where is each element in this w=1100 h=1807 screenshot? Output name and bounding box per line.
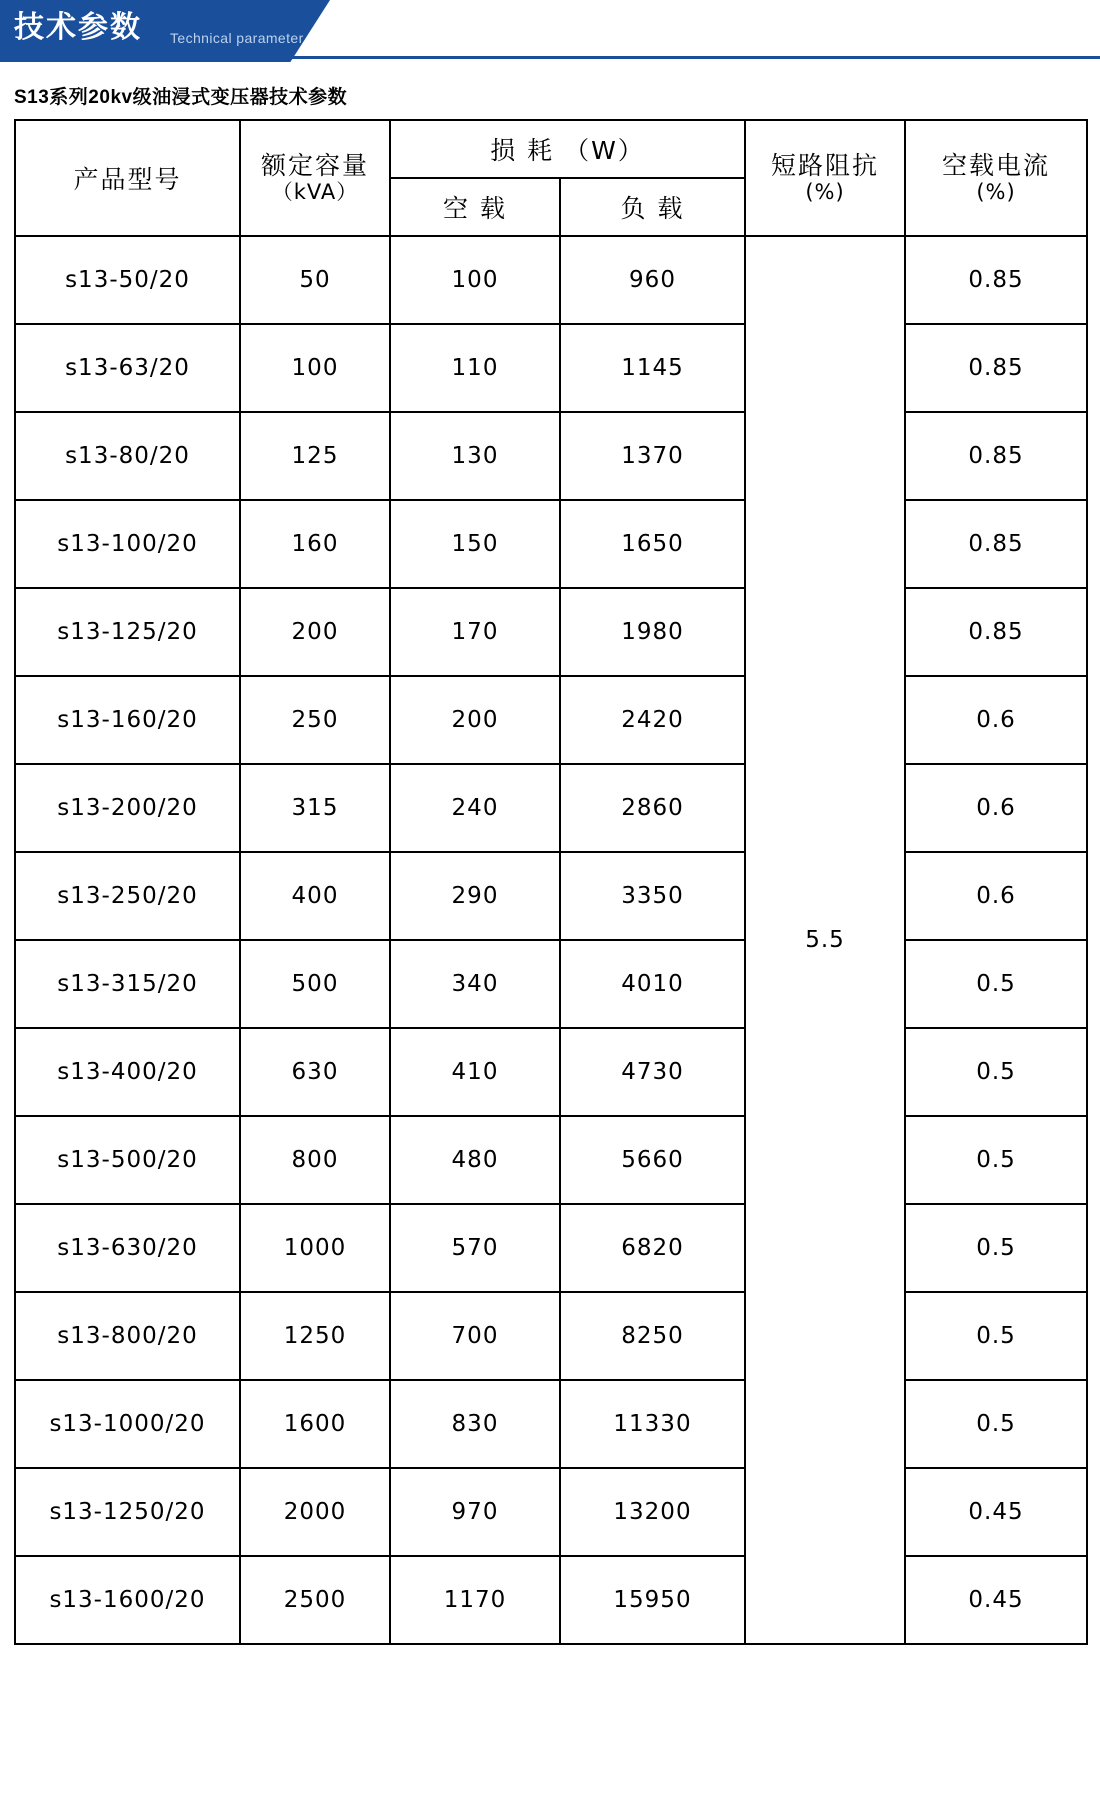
- cell-loss-load: 6820: [560, 1204, 745, 1292]
- cell-rated-capacity: 315: [240, 764, 390, 852]
- cell-loss-load: 8250: [560, 1292, 745, 1380]
- cell-rated-capacity: 800: [240, 1116, 390, 1204]
- table-row: [15, 676, 1087, 764]
- cell-loss-noload: 480: [390, 1116, 560, 1204]
- cell-product-model: s13-1600/20: [15, 1556, 240, 1644]
- cell-rated-capacity: 630: [240, 1028, 390, 1116]
- cell-product-model: s13-630/20: [15, 1204, 240, 1292]
- cell-rated-capacity: 160: [240, 500, 390, 588]
- table-row: [15, 500, 1087, 588]
- table-row: [15, 1380, 1087, 1468]
- cell-product-model: s13-63/20: [15, 324, 240, 412]
- cell-no-load-current: 0.45: [905, 1468, 1087, 1556]
- cell-loss-noload: 110: [390, 324, 560, 412]
- header-impedance-unit: (%): [805, 180, 845, 205]
- cell-product-model: s13-400/20: [15, 1028, 240, 1116]
- table-row: [15, 764, 1087, 852]
- cell-loss-load: 960: [560, 236, 745, 324]
- cell-loss-noload: 700: [390, 1292, 560, 1380]
- cell-loss-noload: 150: [390, 500, 560, 588]
- cell-product-model: s13-50/20: [15, 236, 240, 324]
- table-row: [15, 324, 1087, 412]
- table-row: [15, 588, 1087, 676]
- cell-no-load-current: 0.5: [905, 940, 1087, 1028]
- header-loss-group: 损 耗 （W）: [390, 120, 745, 178]
- header-no-load-current: [905, 120, 1087, 236]
- cell-loss-noload: 130: [390, 412, 560, 500]
- cell-no-load-current: 0.85: [905, 412, 1087, 500]
- cell-loss-noload: 830: [390, 1380, 560, 1468]
- header-current-unit: (%): [976, 180, 1016, 205]
- cell-loss-load: 15950: [560, 1556, 745, 1644]
- cell-rated-capacity: 250: [240, 676, 390, 764]
- cell-loss-load: 5660: [560, 1116, 745, 1204]
- header-current-line1: 空载电流: [941, 150, 1050, 180]
- cell-loss-load: 1145: [560, 324, 745, 412]
- cell-rated-capacity: 1250: [240, 1292, 390, 1380]
- cell-rated-capacity: 125: [240, 412, 390, 500]
- cell-loss-noload: 240: [390, 764, 560, 852]
- banner-title: 技术参数: [14, 11, 142, 44]
- cell-product-model: s13-100/20: [15, 500, 240, 588]
- cell-loss-load: 1370: [560, 412, 745, 500]
- cell-no-load-current: 0.5: [905, 1116, 1087, 1204]
- cell-product-model: s13-1250/20: [15, 1468, 240, 1556]
- table-row: [15, 1556, 1087, 1644]
- cell-no-load-current: 0.45: [905, 1556, 1087, 1644]
- cell-loss-noload: 100: [390, 236, 560, 324]
- cell-product-model: s13-1000/20: [15, 1380, 240, 1468]
- cell-product-model: s13-800/20: [15, 1292, 240, 1380]
- table-header-row-1: [15, 120, 1087, 178]
- cell-rated-capacity: 1000: [240, 1204, 390, 1292]
- cell-no-load-current: 0.85: [905, 500, 1087, 588]
- header-rated-capacity-unit: （kVA）: [271, 180, 359, 205]
- table-row: [15, 1468, 1087, 1556]
- cell-product-model: s13-160/20: [15, 676, 240, 764]
- cell-rated-capacity: 2000: [240, 1468, 390, 1556]
- cell-no-load-current: 0.85: [905, 324, 1087, 412]
- cell-product-model: s13-200/20: [15, 764, 240, 852]
- table-body: [15, 236, 1087, 1644]
- cell-no-load-current: 0.5: [905, 1292, 1087, 1380]
- cell-loss-load: 2420: [560, 676, 745, 764]
- cell-loss-load: 4010: [560, 940, 745, 1028]
- cell-loss-noload: 170: [390, 588, 560, 676]
- cell-product-model: s13-80/20: [15, 412, 240, 500]
- cell-rated-capacity: 200: [240, 588, 390, 676]
- cell-no-load-current: 0.5: [905, 1028, 1087, 1116]
- cell-no-load-current: 0.6: [905, 852, 1087, 940]
- header-product-model: 产品型号: [15, 120, 240, 236]
- cell-rated-capacity: 400: [240, 852, 390, 940]
- cell-rated-capacity: 2500: [240, 1556, 390, 1644]
- cell-product-model: s13-500/20: [15, 1116, 240, 1204]
- cell-loss-noload: 290: [390, 852, 560, 940]
- cell-rated-capacity: 1600: [240, 1380, 390, 1468]
- cell-loss-noload: 970: [390, 1468, 560, 1556]
- cell-loss-load: 2860: [560, 764, 745, 852]
- cell-loss-load: 11330: [560, 1380, 745, 1468]
- table-row: [15, 1116, 1087, 1204]
- table-row: [15, 412, 1087, 500]
- cell-no-load-current: 0.5: [905, 1380, 1087, 1468]
- table-row: [15, 1292, 1087, 1380]
- cell-loss-load: 3350: [560, 852, 745, 940]
- cell-product-model: s13-250/20: [15, 852, 240, 940]
- cell-loss-load: 1650: [560, 500, 745, 588]
- cell-no-load-current: 0.85: [905, 236, 1087, 324]
- table-row: [15, 852, 1087, 940]
- cell-loss-noload: 410: [390, 1028, 560, 1116]
- header-rated-capacity-line1: 额定容量: [260, 150, 369, 180]
- cell-rated-capacity: 100: [240, 324, 390, 412]
- table-row: [15, 1028, 1087, 1116]
- cell-product-model: s13-125/20: [15, 588, 240, 676]
- spec-table: [14, 119, 1088, 1645]
- cell-no-load-current: 0.5: [905, 1204, 1087, 1292]
- spec-table-container: [14, 119, 1086, 1645]
- header-impedance-line1: 短路阻抗: [770, 150, 879, 180]
- cell-loss-noload: 570: [390, 1204, 560, 1292]
- table-row: [15, 236, 1087, 324]
- cell-loss-load: 13200: [560, 1468, 745, 1556]
- table-row: [15, 940, 1087, 1028]
- cell-loss-load: 1980: [560, 588, 745, 676]
- cell-no-load-current: 0.6: [905, 676, 1087, 764]
- header-rated-capacity: [240, 120, 390, 236]
- table-row: [15, 1204, 1087, 1292]
- header-short-circuit-impedance: [745, 120, 905, 236]
- table-head: [15, 120, 1087, 236]
- cell-rated-capacity: 50: [240, 236, 390, 324]
- cell-rated-capacity: 500: [240, 940, 390, 1028]
- header-loss-noload: 空 载: [390, 178, 560, 236]
- cell-loss-noload: 200: [390, 676, 560, 764]
- cell-loss-noload: 1170: [390, 1556, 560, 1644]
- cell-no-load-current: 0.6: [905, 764, 1087, 852]
- page-header-banner: [0, 0, 1100, 62]
- cell-short-circuit-impedance: 5.5: [745, 236, 905, 1644]
- banner-underline: [0, 56, 1100, 59]
- page-title: S13系列20kv级油浸式变压器技术参数: [14, 87, 348, 108]
- header-loss-load: 负 载: [560, 178, 745, 236]
- cell-loss-noload: 340: [390, 940, 560, 1028]
- banner-subtitle: Technical parameter: [170, 30, 304, 46]
- cell-no-load-current: 0.85: [905, 588, 1087, 676]
- cell-loss-load: 4730: [560, 1028, 745, 1116]
- cell-product-model: s13-315/20: [15, 940, 240, 1028]
